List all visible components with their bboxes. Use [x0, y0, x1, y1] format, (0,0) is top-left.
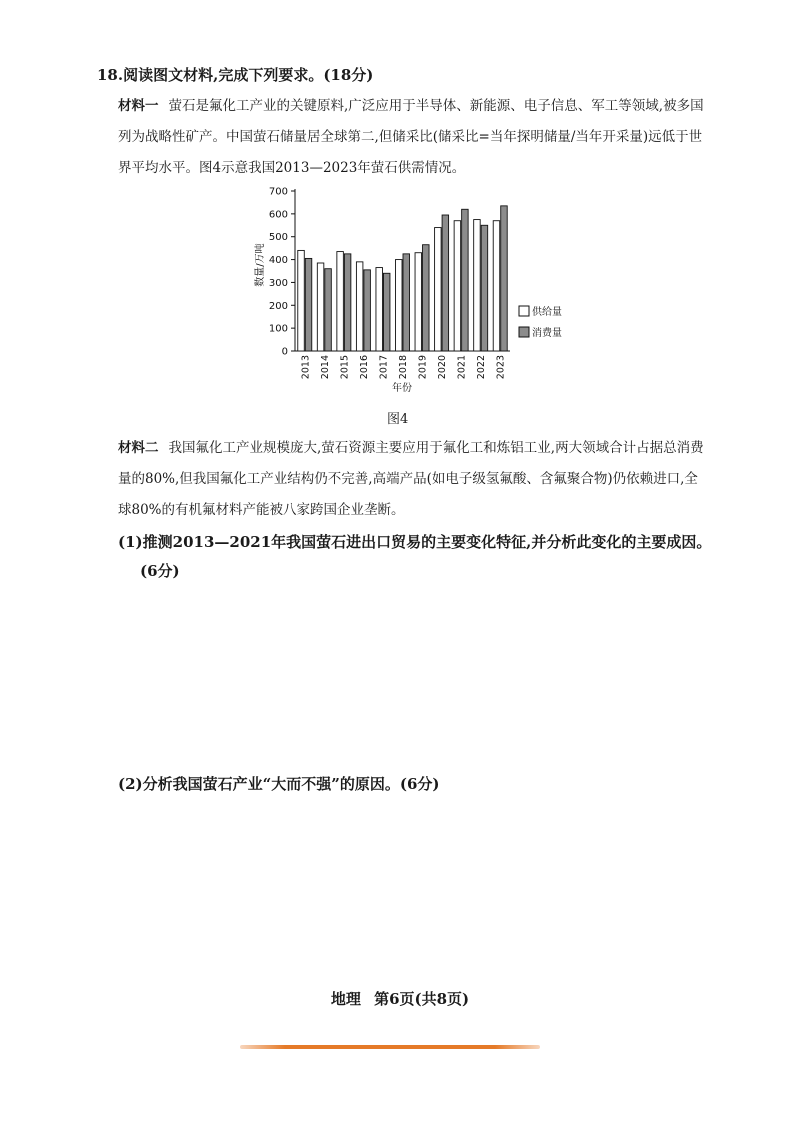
material-one-text: 萤石是氟化工产业的关键原料,广泛应用于半导体、新能源、电子信息、军工等领域,被多国列为战略性矿产。中国萤石储量居全球第二,但储采比(储采比=当年探明储量/当年开采量)远低于世界平均水平。图4示意我国2013—2023年萤石供需情况。 [118, 98, 704, 176]
x-tick-label: 2022 [476, 355, 488, 380]
bar-consumption [403, 254, 410, 351]
sub-question-1: (1)推测2013—2021年我国萤石进出口贸易的主要变化特征,并分析此变化的主要成因。 [118, 533, 712, 551]
bar-consumption [481, 225, 488, 351]
x-tick-label: 2017 [378, 355, 390, 380]
bar-supply [435, 228, 442, 351]
bar-consumption [462, 209, 469, 351]
y-tick-label: 600 [268, 209, 288, 221]
figure-caption: 图4 [387, 412, 409, 427]
y-tick-label: 300 [268, 277, 288, 289]
y-tick-label: 500 [268, 232, 288, 244]
y-tick-label: 100 [268, 323, 288, 335]
x-tick-label: 2021 [456, 355, 468, 380]
x-tick-label: 2014 [319, 355, 331, 380]
x-tick-label: 2023 [495, 355, 507, 380]
y-tick-label: 200 [268, 300, 288, 312]
footer-subject: 地理 [330, 990, 361, 1008]
material-two-text: 我国氟化工产业规模庞大,萤石资源主要应用于氟化工和炼铝工业,两大领域合计占据总消费量的80%,但我国氟化工产业结构仍不完善,高端产品(如电子级氢氟酸、含氟聚合物)仍依赖进口,全球80%的有机氟材料产能被八家跨国企业垄断。 [118, 440, 704, 518]
legend-swatch-consumption [519, 327, 529, 337]
legend-swatch-supply [519, 306, 529, 316]
legend-label-supply: 供给量 [532, 307, 562, 318]
question-header: 18.阅读图文材料,完成下列要求。(18分) [97, 66, 374, 84]
bar-supply [474, 220, 481, 351]
bar-supply [337, 252, 344, 351]
page-footer [0, 988, 800, 1009]
bar-supply [454, 221, 461, 351]
bar-consumption [364, 270, 371, 351]
bar-consumption [325, 269, 332, 351]
x-tick-label: 2013 [300, 355, 312, 380]
y-tick-label: 700 [268, 186, 288, 198]
x-axis-label: 年份 [392, 383, 412, 394]
sub-question-1-score: (6分) [140, 562, 180, 580]
bar-supply [298, 250, 305, 351]
bar-supply [356, 262, 363, 351]
y-axis-label: 数量/万吨 [255, 243, 266, 287]
x-tick-label: 2016 [358, 355, 370, 380]
bar-supply [396, 260, 403, 351]
sub-question-2: (2)分析我国萤石产业“大而不强”的原因。(6分) [118, 775, 440, 793]
x-tick-label: 2018 [398, 355, 409, 380]
chart-legend [519, 305, 562, 339]
supply-demand-chart [245, 180, 575, 395]
bar-consumption [344, 254, 351, 351]
material-two-label: 材料二 [118, 440, 159, 456]
material-two [118, 433, 708, 526]
material-one-label: 材料一 [118, 98, 159, 114]
bar-consumption [501, 206, 508, 351]
bar-supply [376, 268, 383, 351]
bar-supply [415, 253, 422, 351]
legend-label-consumption: 消费量 [532, 328, 562, 339]
bar-consumption [423, 245, 430, 351]
bar-supply [317, 263, 324, 351]
x-tick-label: 2015 [339, 355, 351, 380]
material-one [118, 91, 708, 184]
decorative-line [240, 1045, 540, 1049]
bar-consumption [383, 273, 390, 351]
y-tick-label: 400 [268, 255, 288, 267]
bar-consumption [305, 258, 312, 351]
footer-page-number: 第6页(共8页) [374, 990, 470, 1008]
y-tick-label: 0 [281, 346, 288, 358]
bar-consumption [442, 215, 449, 351]
bar-supply [493, 221, 500, 351]
x-tick-label: 2019 [417, 355, 429, 380]
x-tick-label: 2020 [437, 355, 449, 380]
